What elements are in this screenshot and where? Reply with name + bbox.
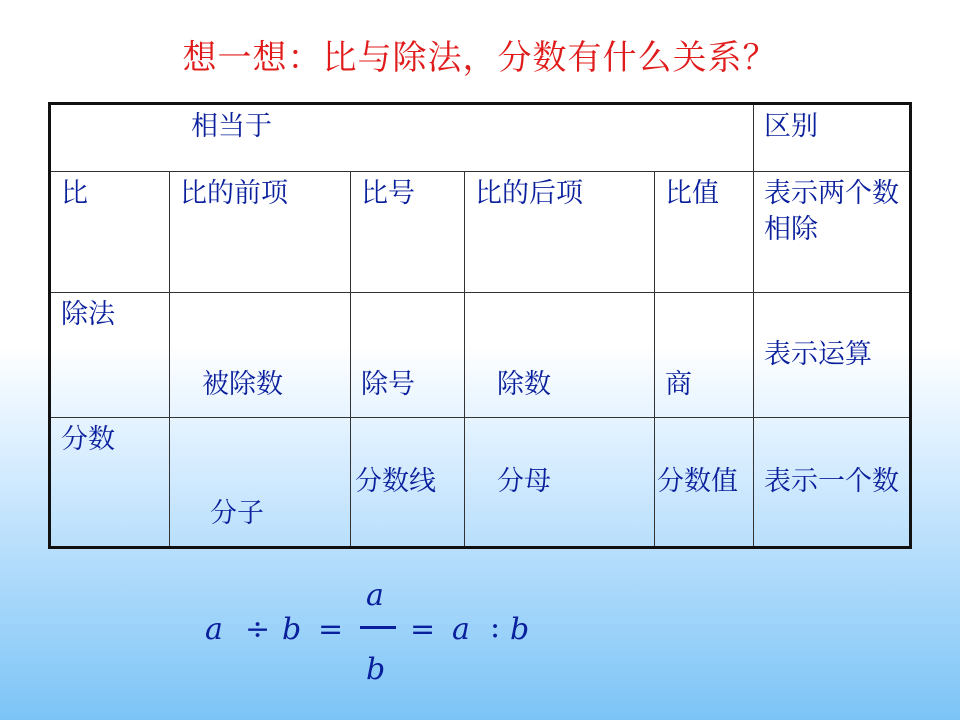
row-label: 除法 xyxy=(50,293,170,418)
table-cell: 分数值 xyxy=(655,418,754,548)
formula-a: a xyxy=(205,612,223,647)
difference-cell: 表示一个数 xyxy=(754,418,911,548)
table-row xyxy=(50,172,911,293)
comparison-table xyxy=(48,102,912,549)
equals-sign: = xyxy=(318,612,344,647)
table-cell: 分子 xyxy=(170,418,351,548)
ratio-b: b xyxy=(510,612,530,647)
difference-cell: 表示运算 xyxy=(754,293,911,418)
equals-sign-2: = xyxy=(410,612,436,647)
table-row xyxy=(50,418,911,548)
table-cell: 比值 xyxy=(655,172,754,293)
row-label: 比 xyxy=(50,172,170,293)
table-cell: 除数 xyxy=(465,293,655,418)
table-cell: 分母 xyxy=(465,418,655,548)
table-row xyxy=(50,293,911,418)
slide-title: 想一想：比与除法，分数有什么关系？ xyxy=(182,38,778,78)
table-cell: 比的前项 xyxy=(170,172,351,293)
formula-b: b xyxy=(282,612,302,647)
table-cell: 商 xyxy=(655,293,754,418)
difference-cell: 表示两个数相除 xyxy=(754,172,911,293)
fraction-numerator: a xyxy=(366,578,384,613)
table-cell: 除号 xyxy=(351,293,465,418)
divide-sign: ÷ xyxy=(245,612,271,647)
row-label: 分数 xyxy=(50,418,170,548)
table-cell: 分数线 xyxy=(351,418,465,548)
ratio-a: a xyxy=(452,612,470,647)
header-equivalent: 相当于 xyxy=(50,104,754,172)
header-difference: 区别 xyxy=(754,104,911,172)
table-cell: 比的后项 xyxy=(465,172,655,293)
fraction-denominator: b xyxy=(366,652,386,687)
colon-sign: : xyxy=(490,610,501,645)
table-cell: 比号 xyxy=(351,172,465,293)
header-row xyxy=(50,104,911,172)
fraction-bar xyxy=(360,626,396,629)
table-cell: 被除数 xyxy=(170,293,351,418)
